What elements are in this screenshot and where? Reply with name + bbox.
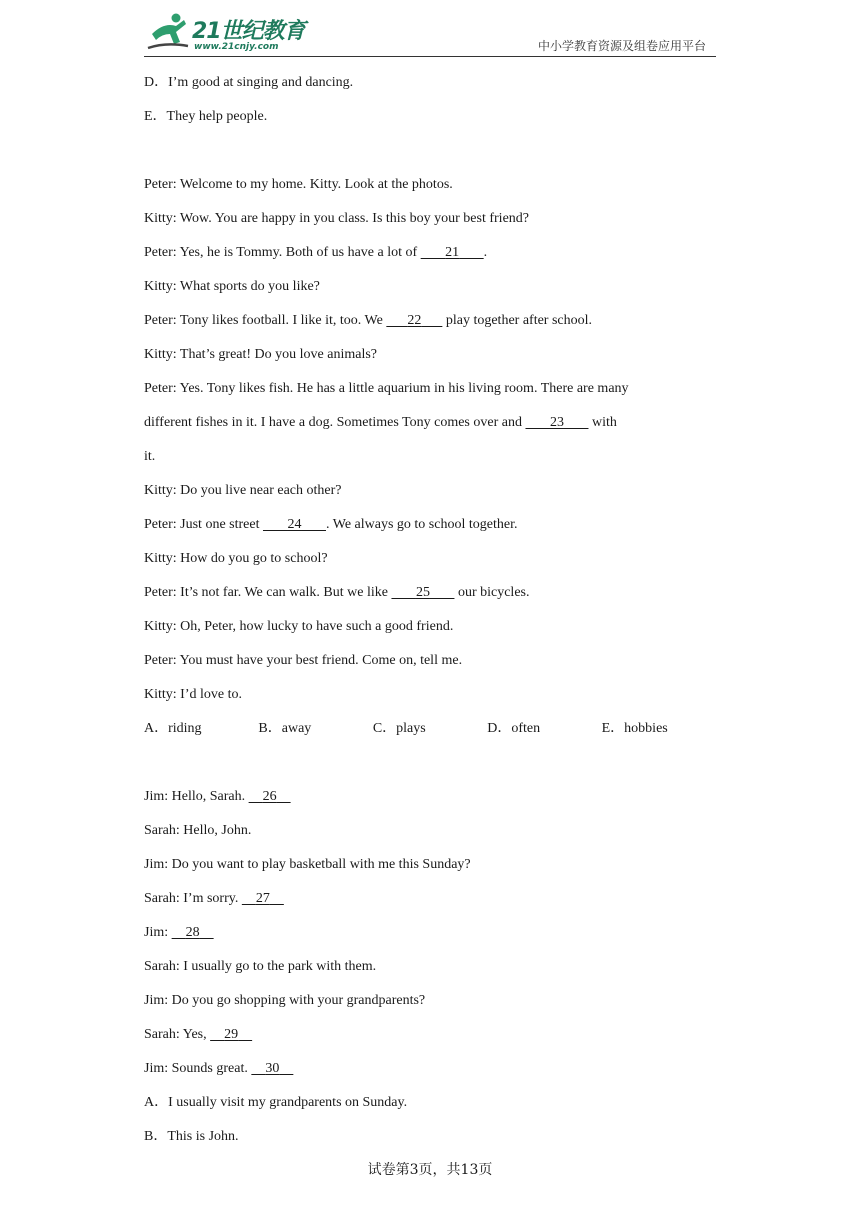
dialogue-line: Peter: Welcome to my home. Kitty. Look at the photos. xyxy=(144,177,453,192)
blank-22: 22 xyxy=(407,313,422,328)
option-c: C．plays xyxy=(372,721,426,736)
page-number: 试卷第3页，共13页 xyxy=(367,1162,493,1178)
dialogue-line: Peter: You must have your best friend. Come on, tell me. xyxy=(144,653,463,668)
dialogue-line: Peter: Yes. Tony likes fish. He has a little aquarium in his living room. There are many xyxy=(144,381,629,396)
dialogue-line: Kitty: How do you go to school? xyxy=(144,551,328,566)
blank-26: 26 xyxy=(262,789,277,804)
dialogue-line: Jim: Do you go shopping with your grandparents? xyxy=(144,993,426,1008)
dialogue-line: Sarah: Yes, 29 xyxy=(144,1018,716,1052)
option-e: E．They help people. xyxy=(144,109,268,124)
blank-25: 25 xyxy=(415,585,430,600)
dialogue-line: Jim: 28 xyxy=(144,916,716,950)
blank-30: 30 xyxy=(265,1061,280,1076)
option-b: B．away xyxy=(258,721,312,736)
blank-27: 27 xyxy=(255,891,270,906)
blank-28: 28 xyxy=(185,925,200,940)
dialogue-line: Peter: Tony likes football. I like it, too. We 22 play together after school. xyxy=(144,304,716,338)
dialogue-line: Kitty: Oh, Peter, how lucky to have such a good friend. xyxy=(144,619,454,634)
option-e: E．hobbies xyxy=(601,721,668,736)
dialogue-line: Jim: Do you want to play basketball with me this Sunday? xyxy=(144,857,471,872)
dialogue-line: Kitty: Do you live near each other? xyxy=(144,483,342,498)
blank-29: 29 xyxy=(224,1027,239,1042)
blank-21: 21 xyxy=(445,245,460,260)
platform-name: 中小学教育资源及组卷应用平台 xyxy=(537,39,706,53)
option-d: D．I’m good at singing and dancing. xyxy=(144,75,354,90)
logo-text: 21世纪教育 xyxy=(192,19,305,44)
dialogue-line: Sarah: Hello, John. xyxy=(144,823,252,838)
runner-logo-icon xyxy=(146,12,190,52)
option-a: A．I usually visit my grandparents on Sunday. xyxy=(144,1095,408,1110)
dialogue-line: Sarah: I usually go to the park with them. xyxy=(144,959,377,974)
logo-url: www.21cnjy.com xyxy=(194,42,279,52)
word-options xyxy=(144,712,716,746)
dialogue-line: Kitty: I’d love to. xyxy=(144,687,242,702)
dialogue-line: it. xyxy=(144,449,156,464)
page-header xyxy=(144,10,716,57)
dialogue-line: Kitty: That’s great! Do you love animals? xyxy=(144,347,378,362)
dialogue-line: Kitty: What sports do you like? xyxy=(144,279,320,294)
document-body xyxy=(144,66,716,1154)
dialogue-line: Jim: Sounds great. 30 xyxy=(144,1052,716,1086)
dialogue-line: Sarah: I’m sorry. 27 xyxy=(144,882,716,916)
blank-23: 23 xyxy=(549,415,564,430)
dialogue-line: Peter: It’s not far. We can walk. But we like 25 our bicycles. xyxy=(144,576,716,610)
option-b: B．This is John. xyxy=(144,1129,239,1144)
dialogue-line: Peter: Yes, he is Tommy. Both of us have a lot of 21 . xyxy=(144,236,716,270)
logo xyxy=(144,10,314,54)
dialogue-line: Kitty: Wow. You are happy in you class. Is this boy your best friend? xyxy=(144,211,529,226)
dialogue-line: Peter: Just one street 24 . We always go to school together. xyxy=(144,508,716,542)
option-a: A．riding xyxy=(144,721,202,736)
blank-24: 24 xyxy=(287,517,302,532)
option-d: D．often xyxy=(487,721,541,736)
dialogue-line: Jim: Hello, Sarah. 26 xyxy=(144,780,716,814)
dialogue-line: different fishes in it. I have a dog. Sometimes Tony comes over and 23 with xyxy=(144,406,716,440)
